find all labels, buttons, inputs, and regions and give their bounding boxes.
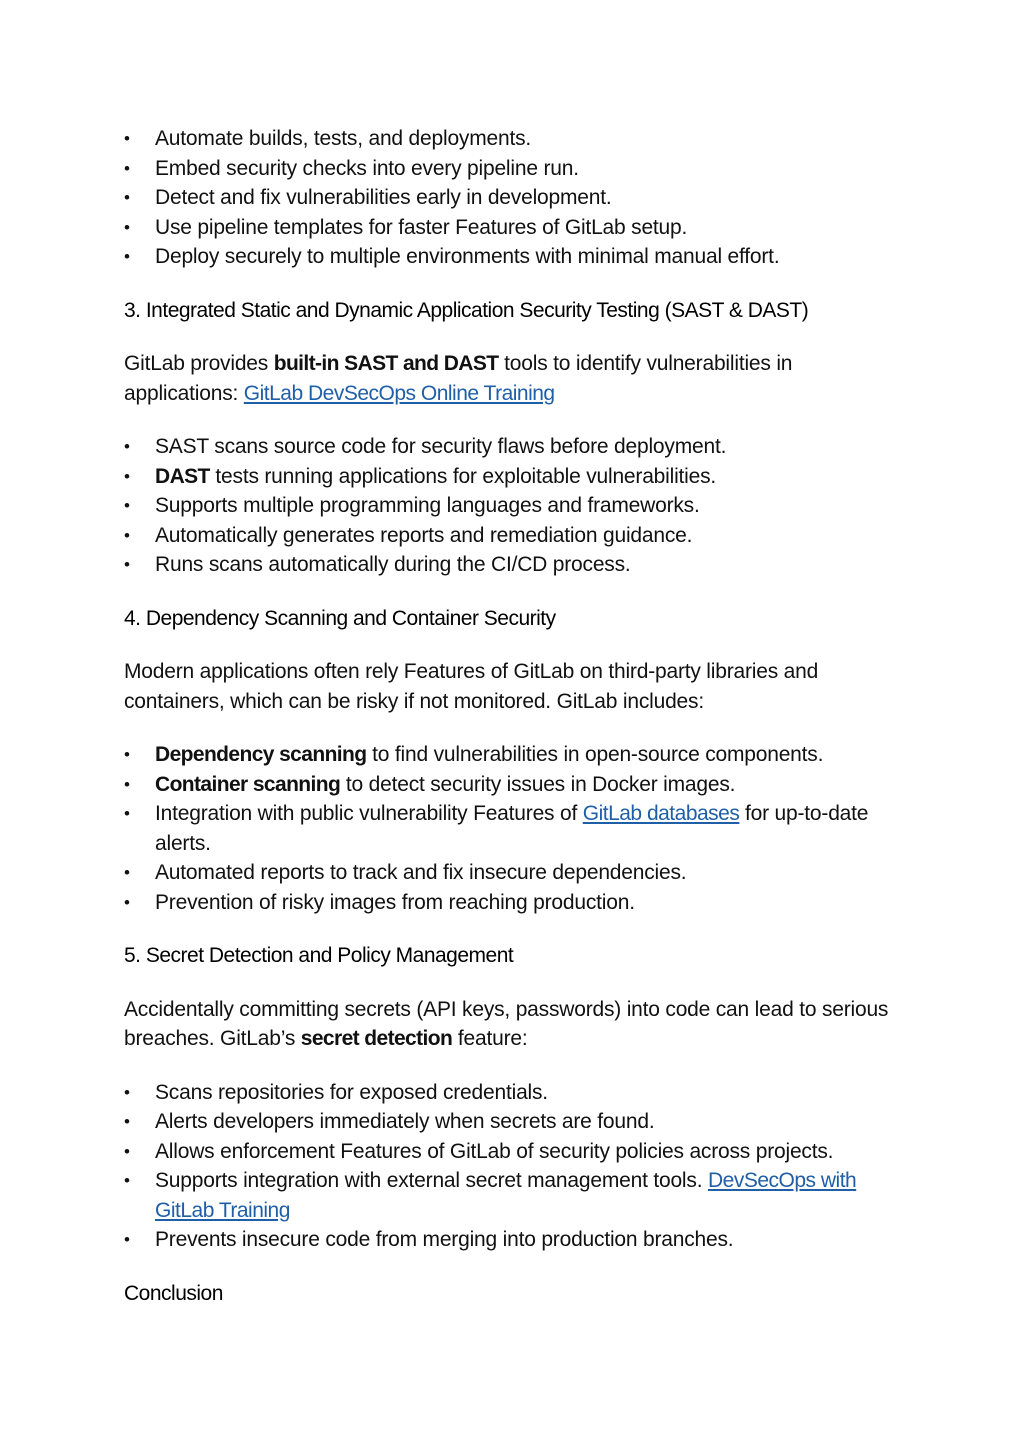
section-heading-secret-detection: 5. Secret Detection and Policy Management bbox=[124, 944, 514, 967]
text: feature: bbox=[452, 1027, 528, 1050]
list-item: • Alerts developers immediately when secrets are found. bbox=[124, 1107, 894, 1137]
list-item bbox=[124, 770, 894, 800]
section-paragraph bbox=[124, 349, 894, 408]
devsecops-with-gitlab-training-link[interactable]: DevSecOps with GitLab Training bbox=[155, 1169, 857, 1222]
list-item bbox=[124, 550, 894, 580]
secret-bullet-list bbox=[124, 1078, 894, 1255]
text: Supports multiple programming languages and frameworks. bbox=[155, 494, 700, 517]
list-item bbox=[124, 1166, 894, 1225]
sast-bullet-list bbox=[124, 432, 894, 580]
text: to detect security issues in Docker images. bbox=[340, 772, 736, 796]
list-item: • Deploy securely to multiple environments with minimal manual effort. bbox=[124, 242, 894, 272]
list-item bbox=[124, 462, 894, 492]
section-paragraph: Modern applications often rely Features of GitLab on third-party libraries and containers, which can be risky if not monitored. GitLab includes: bbox=[124, 660, 819, 713]
text: tests running applications for exploitable vulnerabilities. bbox=[209, 464, 717, 488]
section-heading-dependency: 4. Dependency Scanning and Container Security bbox=[124, 606, 556, 630]
list-item bbox=[124, 432, 894, 462]
list-item: • Detect and fix vulnerabilities early in development. bbox=[124, 183, 894, 213]
conclusion-heading: Conclusion bbox=[124, 1281, 223, 1305]
list-item: • Scans repositories for exposed credentials. bbox=[124, 1078, 894, 1108]
text: Accidentally committing secrets (API keys, passwords) into code can lead to serious breaches. GitLab’s bbox=[124, 997, 889, 1050]
bold-text: Dependency scanning bbox=[155, 743, 367, 766]
dependency-bullet-list bbox=[124, 740, 894, 917]
list-item bbox=[124, 740, 894, 770]
list-item: • Automate builds, tests, and deployments. bbox=[124, 124, 894, 154]
text: GitLab provides bbox=[124, 352, 274, 375]
gitlab-databases-link[interactable]: GitLab databases bbox=[582, 802, 740, 825]
list-item bbox=[124, 858, 894, 888]
list-item bbox=[124, 799, 894, 858]
text: Prevention of risky images from reaching production. bbox=[155, 890, 635, 914]
list-item: • Embed security checks into every pipeline run. bbox=[124, 154, 894, 184]
text: to find vulnerabilities in open-source components. bbox=[366, 743, 824, 766]
list-item bbox=[124, 491, 894, 521]
list-item bbox=[124, 888, 894, 918]
bold-text: built-in SAST and DAST bbox=[273, 352, 499, 375]
text: Automated reports to track and fix insecure dependencies. bbox=[155, 861, 687, 884]
section-paragraph bbox=[124, 995, 894, 1054]
document-page bbox=[124, 124, 894, 1308]
list-item: • Prevents insecure code from merging into production branches. bbox=[124, 1225, 894, 1255]
text: for up-to-date alerts. bbox=[155, 802, 869, 855]
text: Integration with public vulnerability Features of bbox=[155, 802, 583, 825]
list-item: • Allows enforcement Features of GitLab of security policies across projects. bbox=[124, 1137, 894, 1167]
text: SAST scans source code for security flaws before deployment. bbox=[155, 435, 727, 458]
list-item bbox=[124, 521, 894, 551]
text: Runs scans automatically during the CI/CD process. bbox=[155, 553, 631, 576]
intro-bullet-list bbox=[124, 124, 894, 272]
text: Automatically generates reports and remediation guidance. bbox=[155, 523, 693, 547]
bold-text: Container scanning bbox=[155, 772, 341, 796]
section-heading-sast-dast: 3. Integrated Static and Dynamic Application Security Testing (SAST & DAST) bbox=[124, 298, 809, 322]
text: Supports integration with external secret management tools. bbox=[155, 1169, 708, 1192]
text: tools to identify vulnerabilities in applications: bbox=[124, 352, 793, 405]
devsecops-online-training-link[interactable]: GitLab DevSecOps Online Training bbox=[243, 381, 555, 405]
bold-text: DAST bbox=[155, 464, 210, 488]
list-item: • Use pipeline templates for faster Features of GitLab setup. bbox=[124, 213, 894, 243]
bold-text: secret detection bbox=[300, 1027, 453, 1050]
